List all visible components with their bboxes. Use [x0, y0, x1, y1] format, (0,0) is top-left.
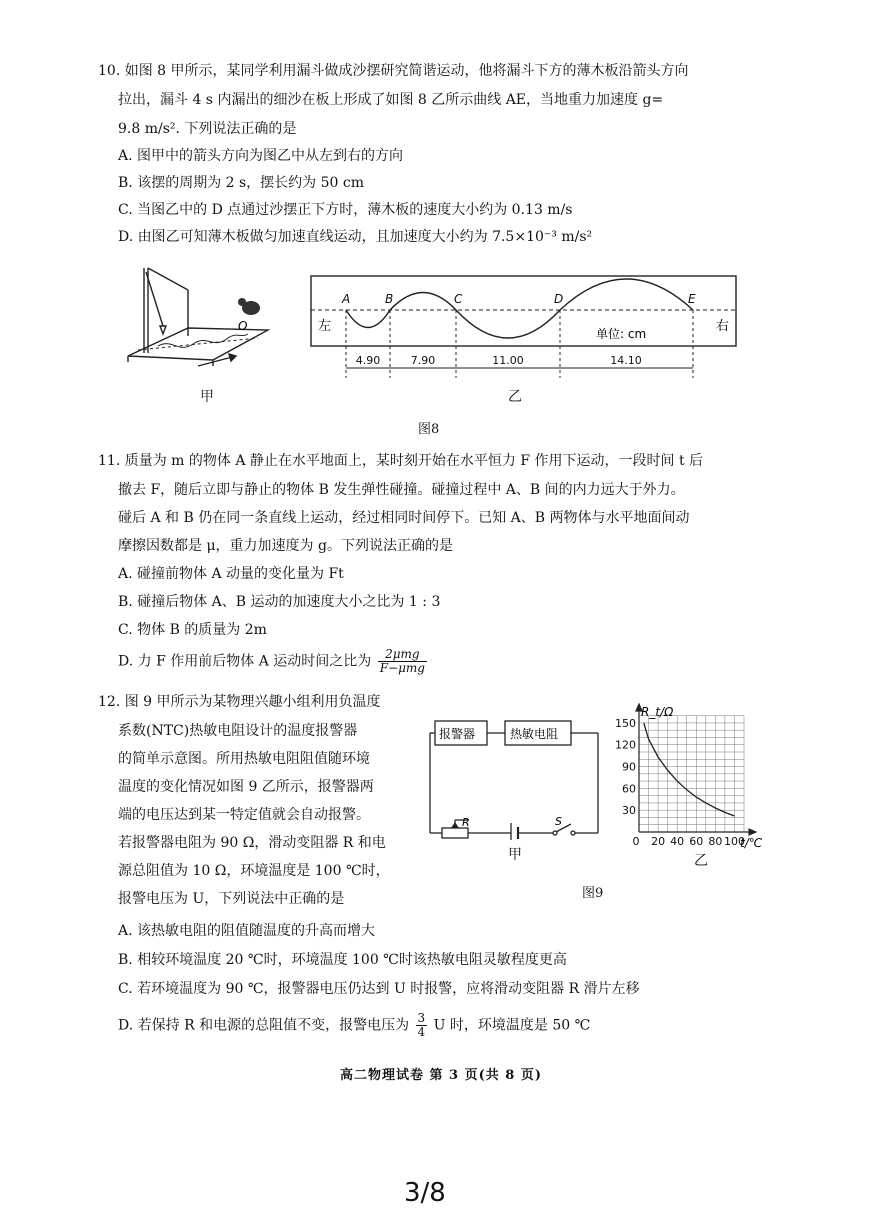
q11-option-d-text: D. 力 F 作用前后物体 A 运动时间之比为	[118, 653, 372, 670]
switch-contact	[571, 831, 575, 835]
q12-line-7: 源总阻值为 10 Ω，环境温度是 100 ℃时，	[118, 863, 390, 879]
fraction-numerator: 3	[417, 1011, 426, 1025]
figure-9-chart	[612, 700, 772, 855]
fraction-denominator: F−μmg	[379, 661, 425, 675]
q11-line-4: 摩擦因数都是 μ，重力加速度为 g。下列说法正确的是	[118, 538, 453, 554]
right-label: 右	[716, 319, 730, 334]
point-a-label: A	[342, 292, 351, 306]
q10-line-1: 10. 如图 8 甲所示，某同学利用漏斗做成沙摆研究简谐运动，他将漏斗下方的薄木板沿箭头方向	[98, 63, 689, 79]
rheostat-label: R	[462, 816, 470, 829]
y-tick-label: 30	[622, 804, 636, 818]
figure-8-apparatus	[118, 258, 278, 383]
q10-option-b: B. 该摆的周期为 2 s，摆长约为 50 cm	[118, 175, 365, 191]
q12-option-d	[118, 1012, 590, 1039]
q10-option-a: A. 图甲中的箭头方向为图乙中从左到右的方向	[118, 148, 404, 164]
q12-option-d-text: D. 若保持 R 和电源的总阻值不变，报警电压为	[118, 1017, 410, 1034]
q11-option-d-fraction	[378, 648, 427, 675]
q12-option-a: A. 该热敏电阻的阻值随温度的升高而增大	[118, 923, 376, 939]
q10-option-d: D. 由图乙可知薄木板做匀加速直线运动，且加速度大小约为 7.5×10⁻³ m/s²	[118, 229, 593, 245]
segment-bc: 7.90	[410, 354, 436, 367]
q12-option-d-tail: U 时，环境温度是 50 ℃	[433, 1017, 591, 1034]
rheostat-r	[442, 828, 468, 838]
q12-line-3: 的简单示意图。所用热敏电阻阻值随环境	[118, 751, 370, 767]
figure-9-label-jia: 甲	[508, 847, 522, 863]
fraction-numerator: 2μmg	[378, 648, 427, 662]
q11-option-a: A. 碰撞前物体 A 动量的变化量为 Ft	[118, 566, 344, 582]
q10-option-c: C. 当图乙中的 D 点通过沙摆正下方时，薄木板的速度大小约为 0.13 m/s	[118, 202, 573, 218]
x-tick-label: 60	[689, 835, 704, 848]
q11-option-d	[118, 648, 429, 675]
y-tick-label: 120	[615, 738, 636, 752]
figure-8-label-yi: 乙	[508, 389, 522, 405]
q12-option-b: B. 相较环境温度 20 ℃时，环境温度 100 ℃时该热敏电阻灵敏程度更高	[118, 952, 567, 968]
point-c-label: C	[454, 292, 463, 306]
pendulum-point-label: O	[238, 319, 248, 333]
q11-option-c: C. 物体 B 的质量为 2m	[118, 622, 267, 638]
alarm-label: 报警器	[439, 727, 476, 741]
figure-8-caption: 图8	[418, 422, 440, 437]
segment-de: 14.10	[610, 354, 642, 367]
q12-option-c: C. 若环境温度为 90 ℃，报警器电压仍达到 U 时报警，应将滑动变阻器 R 滑片左移	[118, 981, 640, 997]
page-number: 3/8	[404, 1178, 446, 1208]
point-d-label: D	[554, 292, 564, 306]
figure-8-trace	[308, 270, 740, 388]
x-axis-arrow	[749, 829, 756, 835]
rheostat-slider	[451, 822, 459, 828]
q12-option-d-fraction	[416, 1012, 428, 1039]
x-tick-label: 0	[632, 835, 640, 848]
q12-line-5: 端的电压达到某一特定值就会自动报警。	[118, 807, 370, 823]
left-label: 左	[318, 319, 332, 334]
y-tick-label: 150	[615, 716, 636, 730]
q12-line-8: 报警电压为 U，下列说法中正确的是	[118, 891, 345, 907]
q11-line-1: 11. 质量为 m 的物体 A 静止在水平地面上，某时刻开始在水平恒力 F 作用下运动，一段时间 t 后	[98, 453, 704, 469]
x-axis-label: t/℃	[740, 836, 763, 850]
y-tick-label: 90	[622, 760, 636, 774]
figure-9-circuit	[425, 715, 610, 840]
q10-line-2: 拉出，漏斗 4 s 内漏出的细沙在板上形成了如图 8 乙所示曲线 AE，当地重力加速度 g=	[118, 92, 664, 108]
point-e-label: E	[688, 292, 696, 306]
y-tick-label: 60	[622, 782, 636, 796]
x-tick-label: 100	[723, 835, 745, 848]
q12-line-1: 12. 图 9 甲所示为某物理兴趣小组利用负温度	[98, 694, 381, 710]
page-footer: 高二物理试卷 第 3 页(共 8 页)	[340, 1068, 543, 1083]
figure-9-caption: 图9	[582, 886, 604, 901]
switch-label: S	[555, 815, 562, 828]
q12-line-4: 温度的变化情况如图 9 乙所示，报警器两	[118, 779, 374, 795]
x-tick-label: 20	[651, 835, 666, 848]
q10-line-3: 9.8 m/s². 下列说法正确的是	[118, 121, 297, 137]
q12-line-6: 若报警器电阻为 90 Ω，滑动变阻器 R 和电	[118, 835, 386, 851]
point-b-label: B	[385, 292, 394, 306]
q11-line-2: 撤去 F，随后立即与静止的物体 B 发生弹性碰撞。碰撞过程中 A、B 间的内力远大于外力。	[118, 482, 685, 498]
segment-ab: 4.90	[355, 354, 381, 367]
resistance-curve	[644, 723, 735, 816]
y-axis-label: R_t/Ω	[641, 705, 674, 719]
q11-option-b: B. 碰撞后物体 A、B 运动的加速度大小之比为 1 : 3	[118, 594, 441, 610]
fraction-denominator: 4	[417, 1025, 426, 1039]
segment-cd: 11.00	[492, 354, 524, 367]
unit-label: 单位: cm	[596, 327, 647, 341]
x-tick-label: 40	[670, 835, 685, 848]
thermistor-label: 热敏电阻	[510, 727, 559, 741]
q11-line-3: 碰后 A 和 B 仍在同一条直线上运动，经过相同时间停下。已知 A、B 两物体与水平地面间动	[118, 510, 690, 526]
q12-line-2: 系数(NTC)热敏电阻设计的温度报警器	[118, 723, 358, 739]
figure-9-label-yi: 乙	[694, 853, 708, 869]
figure-8-label-jia: 甲	[200, 389, 214, 405]
x-tick-label: 80	[708, 835, 723, 848]
